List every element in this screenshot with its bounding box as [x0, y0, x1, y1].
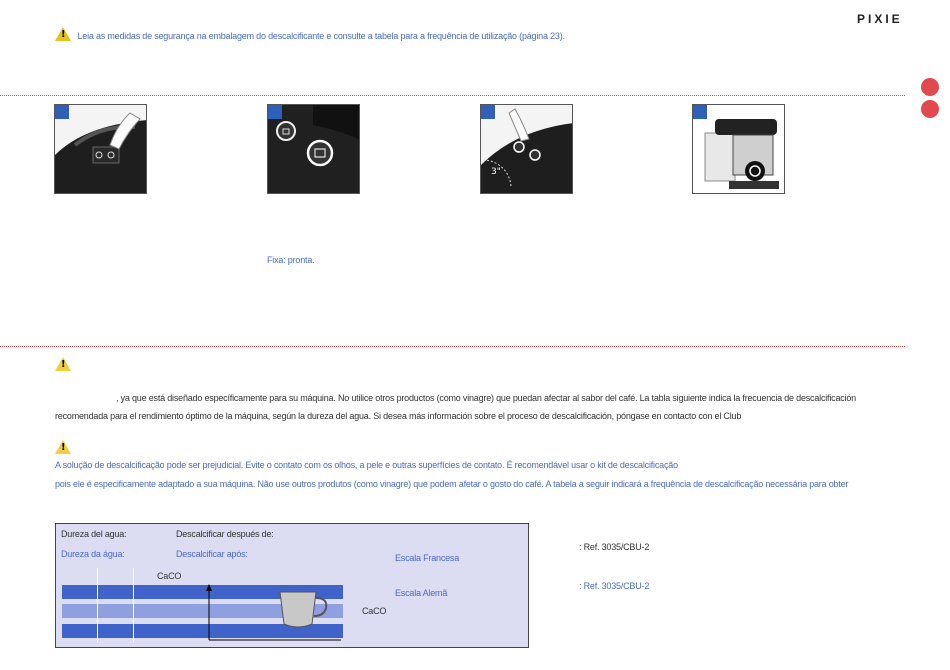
warning-es-icon [55, 356, 71, 374]
step-number-1 [55, 105, 69, 119]
warning-es-line-1: , ya que está diseñado específicamente para su máquina. No utilice otros productos (como vinagre) que puedan afectar al sabor del café. La tabla siguiente indica la frecuencia de descalcificación [116, 393, 856, 403]
label-es-descale: Descalcificar después de: [176, 529, 274, 539]
label-pt-hardness: Dureza da água: [61, 549, 125, 559]
separator-middle [0, 346, 905, 347]
label-pt-descale: Descalcificar após: [176, 549, 248, 559]
label-es-hardness: Dureza del agua: [61, 529, 127, 539]
ref-es: : Ref. 3035/CBU-2 [579, 542, 650, 552]
step-number-4 [693, 105, 707, 119]
step-number-2 [268, 105, 282, 119]
scale-german-label: Escala Alemã [395, 588, 448, 598]
warning-icon [55, 27, 71, 41]
header-warning [55, 26, 565, 44]
step-3-timer-label: 3" [491, 167, 501, 177]
scale-french-label: Escala Francesa [395, 553, 460, 563]
warning-pt-icon [55, 439, 71, 457]
header-warning-text: Leia as medidas de segurança na embalagem do descalcificante e consulte a tabela para a frequência de utilização (página 23). [77, 31, 565, 41]
column-divider-1 [97, 568, 98, 642]
warning-pt-line-1: A solução de descalcificação pode ser prejudicial. Evite o contato com os olhos, a pele e outras superfícies de contato. É recomendável usar o kit de descalcificação [55, 460, 678, 470]
brand-logo: PIXIE [857, 12, 903, 26]
separator-top [0, 95, 905, 96]
warning-es-line-2: recomendada para el rendimiento óptimo de la máquina, según la dureza del agua. Si desea más información sobre el proceso de descalcificación, póngase en contacto con el Club [55, 411, 742, 421]
caco-right-label: CaCO [362, 606, 387, 616]
column-divider-2 [133, 568, 134, 642]
step-image-3 [480, 104, 573, 194]
caco-top-label: CaCO [157, 571, 182, 581]
page-marker-dot-2 [921, 100, 939, 118]
warning-pt-line-2: pois ele é especificamente adaptado a sua máquina. Não use outros produtos (como vinagre) que podem afetar o gosto do café. A tabela a seguir indicará a frequência de descalcificação necessária para obter [55, 479, 849, 489]
axis-arrow [201, 582, 351, 642]
step-image-2 [267, 104, 360, 194]
page-marker-dot-1 [921, 78, 939, 96]
step-number-3 [481, 105, 495, 119]
step-2-caption: Fixa: pronta. [267, 255, 315, 265]
ref-pt: : Ref. 3035/CBU-2 [579, 581, 650, 591]
step-image-1 [54, 104, 147, 194]
warning-icon [55, 357, 71, 371]
descaling-table [55, 523, 529, 648]
step-image-4 [692, 104, 785, 194]
warning-icon [55, 440, 71, 454]
